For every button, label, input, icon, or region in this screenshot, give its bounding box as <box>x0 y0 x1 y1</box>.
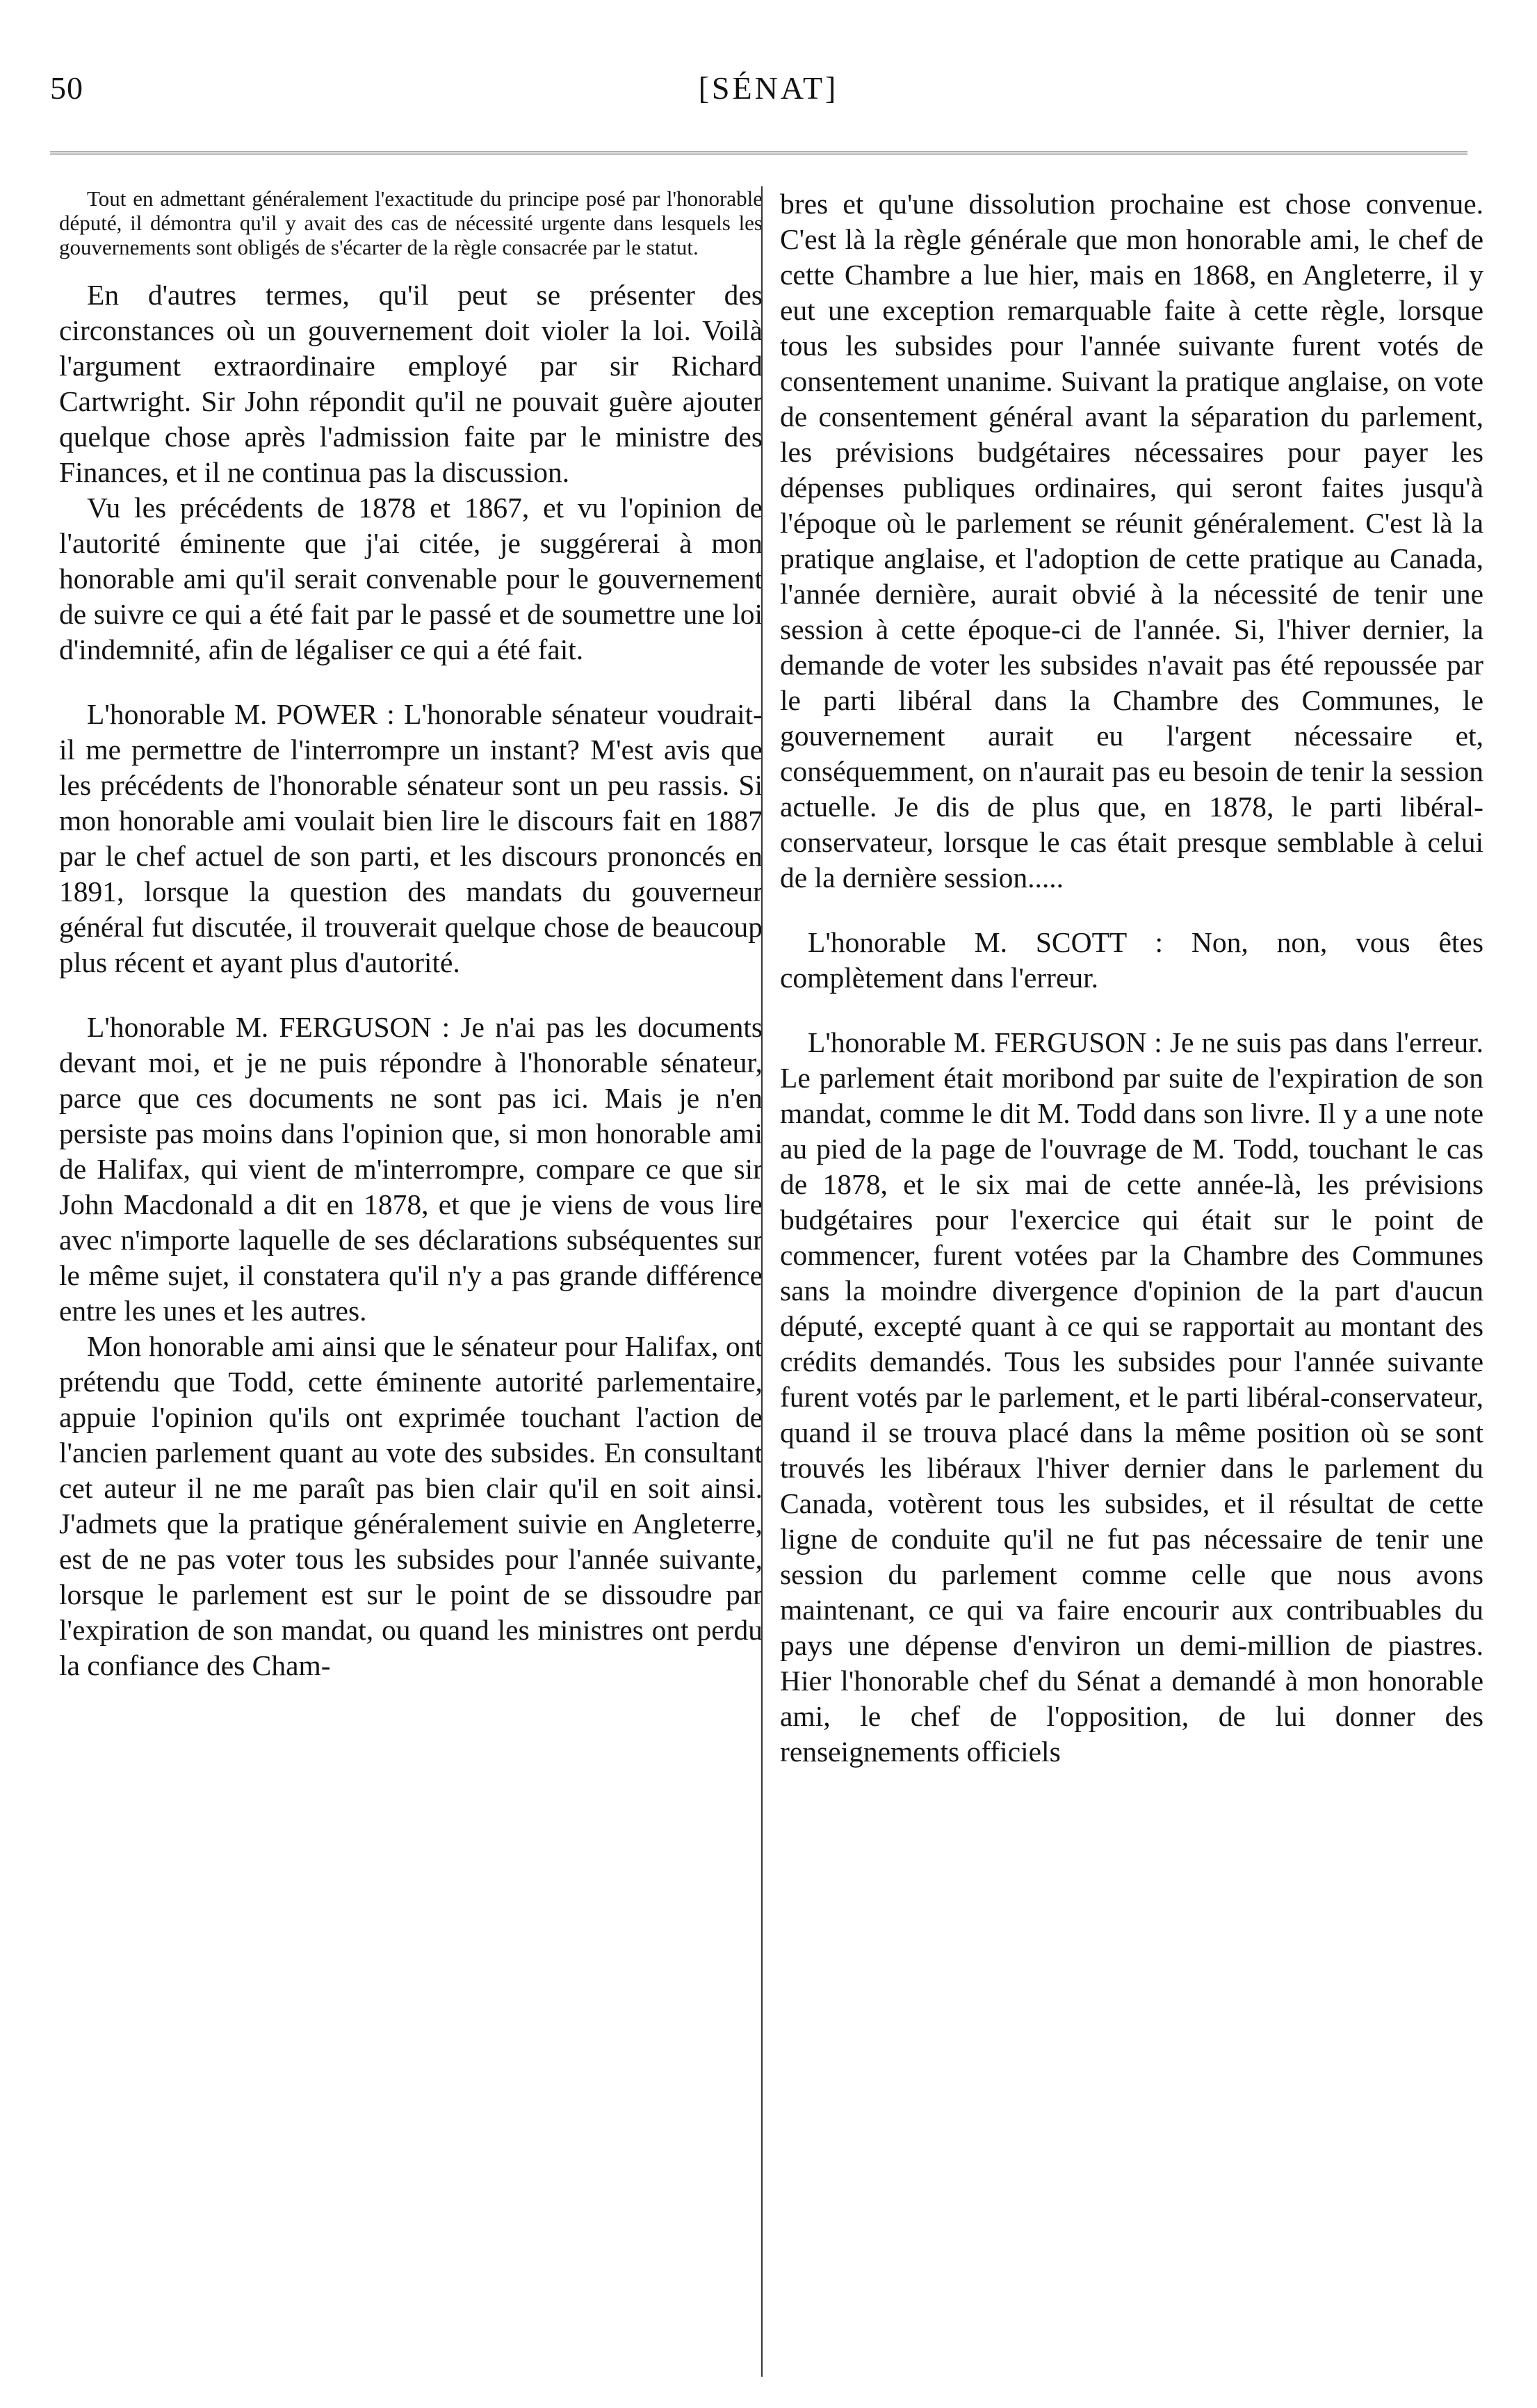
summary-paragraph: Tout en admettant généralement l'exactitude du principe posé par l'honorable député, il démontra qu'il y avait des cas de nécessité urgente dans lesquels les gouvernements sont obligés de s'écarter de la règle consacrée par le statut. <box>59 186 763 259</box>
paragraph: Mon honorable ami ainsi que le sénateur pour Halifax, ont prétendu que Todd, cette éminente autorité parlementaire, appuie l'opinion qu'ils ont exprimée touchant l'action de l'ancien parlement quant au vote des subsides. En consultant cet auteur il ne me paraît pas bien clair qu'il en soit ainsi. J'admets que la pratique généralement suivie en Angleterre, est de ne pas voter tous les subsides pour l'année suivante, lorsque le parlement est sur le point de se dissoudre par l'expiration de son mandat, ou quand les ministres ont perdu la confiance des Cham- <box>59 1330 763 1681</box>
speech-scott: L'honorable M. SCOTT : Non, non, vous êtes complètement dans l'erreur. <box>780 926 1483 994</box>
speech-ferguson: L'honorable M. FERGUSON : Je n'ai pas les documents devant moi, et je ne puis répondre à l'honorable sénateur, parce que ces documents ne sont pas ici. Mais je n'en persiste pas moins dans l'opinion que, si mon honorable ami de Halifax, qui vient de m'interrompre, compare ce que sir John Macdonald a dit en 1878, et que je viens de vous lire avec n'importe laquelle de ses déclarations subséquentes sur le même sujet, il constatera qu'il n'y a pas grande différence entre les unes et les autres. <box>59 1011 763 1327</box>
paragraph: En d'autres termes, qu'il peut se présenter des circonstances où un gouvernement doit violer la loi. Voilà l'argument extraordinaire employé par sir Richard Cartwright. Sir John répondit qu'il ne pouvait guère ajouter quelque chose après l'admission faite par le ministre des Finances, et il ne continua pas la discussion. <box>59 279 763 488</box>
header-rule <box>50 152 1467 154</box>
speech-power: L'honorable M. POWER : L'honorable sénateur voudrait-il me permettre de l'interrompre un instant? M'est avis que les précédents de l'honorable sénateur sont un peu rassis. Si mon honorable ami voulait bien lire le discours fait en 1887 par le chef actuel de son parti, et les discours prononcés en 1891, lorsque la question des mandats du gouverneur général fut discutée, il trouverait quelque chose de beaucoup plus récent et ayant plus d'autorité. <box>59 698 763 978</box>
left-column <box>59 186 763 2370</box>
paragraph-continued: bres et qu'une dissolution prochaine est chose convenue. C'est là la règle générale que mon honorable ami, le chef de cette Chambre a lue hier, mais en 1868, en Angleterre, il y eut une exception remarquable faite à cette règle, lorsque tous les subsides pour l'année suivante furent votés de consentement unanime. Suivant la pratique anglaise, on vote de consentement général avant la séparation du parlement, les prévisions budgétaires nécessaires pour payer les dépenses publiques ordinaires, qui seront faites jusqu'à l'époque où le parlement se réunit généralement. C'est là la pratique anglaise, et l'adoption de cette pratique au Canada, l'année dernière, aurait obvié à la nécessité de tenir une session à cette époque-ci de l'année. Si, l'hiver dernier, la demande de voter les subsides n'avait pas été repoussée par le parti libéral dans la Chambre des Communes, le gouvernement aurait eu l'argent nécessaire et, conséquemment, on n'aurait pas eu besoin de tenir la session actuelle. Je dis de plus que, en 1878, le parti libéral-conservateur, lorsque le cas était presque semblable à celui de la dernière session..... <box>780 188 1483 894</box>
running-head: [SÉNAT] <box>698 70 839 106</box>
page-number: 50 <box>50 70 83 106</box>
speech-ferguson: L'honorable M. FERGUSON : Je ne suis pas dans l'erreur. Le parlement était moribond par suite de l'expiration de son mandat, comme le dit M. Todd dans son livre. Il y a une note au pied de la page de l'ouvrage de M. Todd, touchant le cas de 1878, et le six mai de cette année-là, les prévisions budgétaires pour l'exercice qui était sur le point de commencer, furent votées par la Chambre des Communes sans la moindre divergence d'opinion de la part d'aucun député, excepté quant à ce qui se rapportait au montant des crédits demandés. Tous les subsides pour l'année suivante furent votés par le parlement, et le parti libéral-conservateur, quand il se trouva placé dans la même position où se sont trouvés les libéraux l'hiver dernier dans le parlement du Canada, votèrent tous les subsides, et il résultat de cette ligne de conduite qu'il ne fut pas nécessaire de tenir une session du parlement comme celle que nous avons maintenant, ce qui va faire encourir aux contribuables du pays une dépense d'environ un demi-million de piastres. Hier l'honorable chef du Sénat a demandé à mon honorable ami, le chef de l'opposition, de lui donner des renseignements officiels <box>780 1026 1483 1768</box>
column-divider <box>761 186 763 2377</box>
paragraph: Vu les précédents de 1878 et 1867, et vu l'opinion de l'autorité éminente que j'ai citée, je suggérerai à mon honorable ami qu'il serait convenable pour le gouvernement de suivre ce qui a été fait par le passé et de soumettre une loi d'indemnité, afin de légaliser ce qui a été fait. <box>59 492 763 665</box>
right-column <box>780 186 1483 2370</box>
